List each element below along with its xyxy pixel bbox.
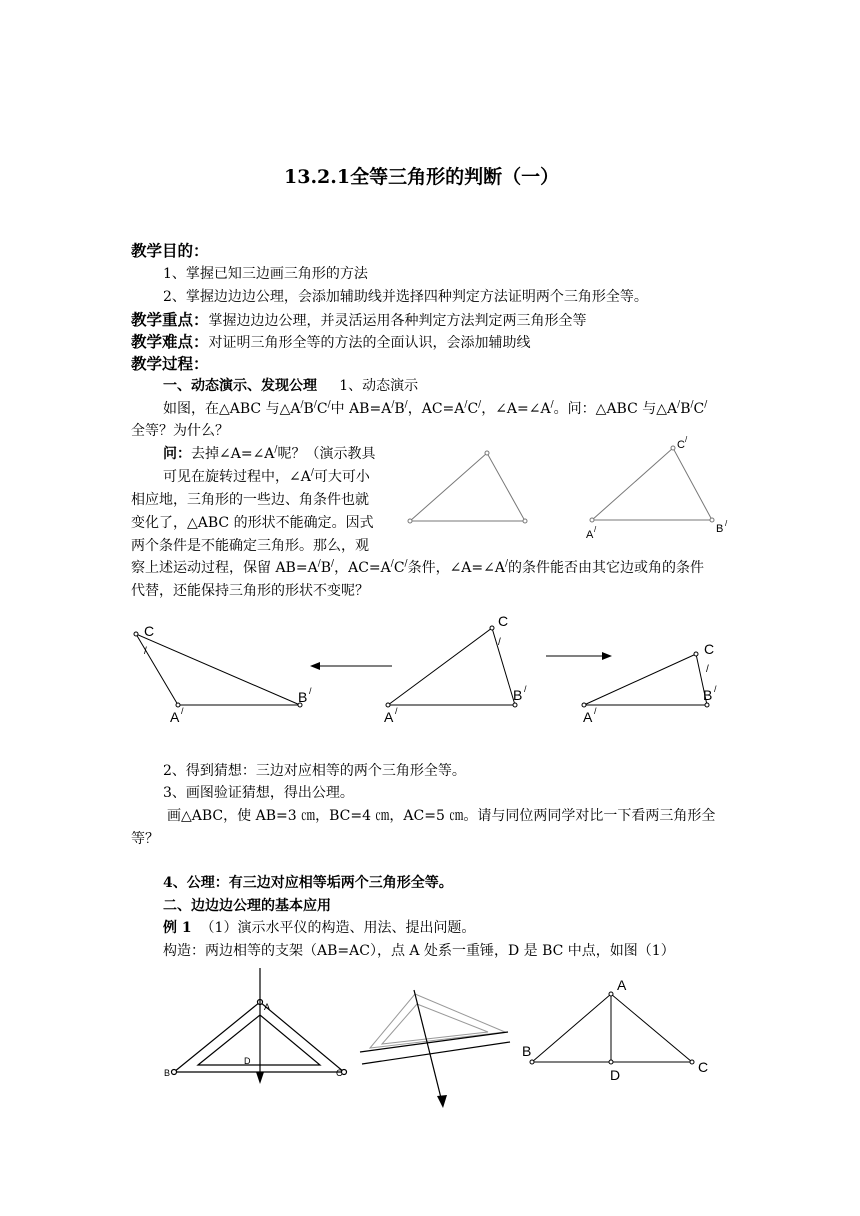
svg-text:/: / bbox=[309, 686, 312, 696]
objective-item-1: 1、掌握已知三边画三角形的方法 bbox=[163, 266, 368, 282]
svg-text:/: / bbox=[524, 684, 527, 694]
triangle-left bbox=[136, 634, 300, 705]
draw-line-2: 等？ bbox=[131, 831, 159, 847]
triangle-abd bbox=[530, 992, 694, 1064]
difficulty-label: 教学难点： bbox=[131, 332, 209, 351]
svg-text:D: D bbox=[610, 1067, 621, 1083]
objectives-heading: 教学目的： bbox=[131, 241, 209, 260]
wrap-line-6: 察上述运动过程，保留 AB=A/B/，AC=A/C/条件，∠A=∠A/的条件能否由其它边或角的条件 bbox=[131, 559, 705, 576]
section1-line bbox=[163, 376, 418, 396]
construct-line: 构造：两边相等的支架（AB=AC），点 A 处系一重锤，D 是 BC 中点，如图（1） bbox=[163, 943, 675, 959]
key-point-line bbox=[131, 309, 587, 331]
svg-text:/: / bbox=[685, 436, 688, 444]
level-frame-2 bbox=[370, 994, 505, 1048]
svg-text:A: A bbox=[384, 709, 394, 725]
wrap-line-7: 代替，还能保持三角形的形状不变呢？ bbox=[131, 583, 369, 599]
plumb-arrow-icon-2 bbox=[437, 1095, 447, 1108]
question-line: 问：去掉∠A=∠A/呢？（演示教具 bbox=[163, 445, 376, 462]
key-point-text: 掌握边边边公理，并灵活运用各种判定方法判定两三角形全等 bbox=[208, 313, 587, 329]
label-a-prime: A bbox=[586, 529, 594, 541]
figure-level-instrument bbox=[160, 968, 720, 1110]
axiom: 4、公理：有三边对应相等垢两个三角形全等。 bbox=[163, 875, 453, 891]
svg-text:B: B bbox=[522, 1043, 532, 1059]
para1-line2: 全等？为什么？ bbox=[131, 423, 229, 439]
svg-text:/: / bbox=[144, 646, 147, 657]
svg-text:/: / bbox=[181, 706, 184, 716]
svg-text:C: C bbox=[336, 1068, 343, 1078]
process-heading: 教学过程： bbox=[131, 354, 209, 373]
step-2: 2、得到猜想：三边对应相等的两个三角形全等。 bbox=[163, 763, 466, 779]
svg-text:/: / bbox=[594, 525, 597, 534]
plumb-arrow-icon bbox=[256, 1072, 264, 1084]
figure-rotation-demo bbox=[120, 612, 740, 730]
svg-text:B: B bbox=[298, 689, 308, 705]
difficulty-text: 对证明三角形全等的方法的全面认识，会添加辅助线 bbox=[208, 335, 531, 351]
arrow-right-icon bbox=[546, 652, 612, 660]
section1-sub: 1、动态演示 bbox=[339, 378, 419, 394]
svg-text:/: / bbox=[594, 706, 597, 716]
wrap-line-5: 两个条件是不能确定三角形。那么，观 bbox=[131, 538, 369, 554]
svg-text:/: / bbox=[498, 637, 501, 648]
wrap-line-3: 相应地，三角形的一些边、角条件也就 bbox=[131, 492, 369, 508]
triangle-middle bbox=[388, 628, 515, 705]
svg-text:A: A bbox=[170, 709, 180, 725]
label-b-prime: B bbox=[716, 523, 724, 535]
svg-text:C: C bbox=[144, 623, 155, 639]
svg-text:/: / bbox=[395, 706, 398, 716]
section1-heading: 一、动态演示、发现公理 bbox=[163, 378, 317, 394]
para1-line1: 如图，在△ABC 与△A/B/C/中 AB=A/B/，AC=A/C/，∠A=∠A/。问：△ABC 与△A/B/C/ bbox=[163, 400, 708, 417]
svg-text:B: B bbox=[703, 687, 713, 703]
svg-text:C: C bbox=[498, 613, 509, 629]
figure-triangles-comparison bbox=[400, 436, 740, 548]
svg-text:C: C bbox=[698, 1059, 709, 1075]
example1-line: 例 1 （1）演示水平仪的构造、用法、提出问题。 bbox=[163, 920, 476, 936]
step-3: 3、画图验证猜想，得出公理。 bbox=[163, 785, 354, 801]
svg-text:/: / bbox=[706, 664, 709, 675]
svg-text:A: A bbox=[583, 709, 593, 725]
triangle-abc bbox=[408, 451, 527, 523]
ruler-bar bbox=[360, 990, 510, 1102]
wrap-line-2: 可见在旋转过程中，∠A/可大可小 bbox=[163, 468, 370, 485]
svg-text:C: C bbox=[704, 641, 715, 657]
page-title: 13.2.1全等三角形的判断（一） bbox=[284, 166, 560, 188]
objective-item-2: 2、掌握边边边公理，会添加辅助线并选择四种判定方法证明两个三角形全等。 bbox=[163, 289, 648, 305]
svg-text:/: / bbox=[714, 684, 717, 694]
section2-heading: 二、边边边公理的基本应用 bbox=[163, 898, 331, 914]
arrow-left-icon bbox=[310, 662, 392, 670]
difficulty-line bbox=[131, 331, 531, 353]
key-point-label: 教学重点： bbox=[131, 310, 209, 329]
svg-text:/: / bbox=[725, 519, 728, 528]
wrap-line-4: 变化了，△ABC 的形状不能确定。因式 bbox=[131, 515, 374, 531]
svg-text:D: D bbox=[244, 1056, 251, 1066]
triangle-a-prime-b-prime-c-prime bbox=[590, 446, 714, 522]
triangle-right bbox=[584, 654, 707, 705]
svg-text:A: A bbox=[264, 1002, 271, 1012]
level-frame-1 bbox=[172, 968, 347, 1076]
svg-text:A: A bbox=[617, 977, 627, 993]
svg-text:B: B bbox=[513, 687, 523, 703]
label-c-prime: C bbox=[677, 439, 685, 451]
svg-text:B: B bbox=[164, 1068, 171, 1078]
draw-line-1: 画△ABC，使 AB=3 ㎝，BC=4 ㎝，AC=5 ㎝。请与同位两同学对比一下看两三角形全 bbox=[167, 808, 716, 824]
